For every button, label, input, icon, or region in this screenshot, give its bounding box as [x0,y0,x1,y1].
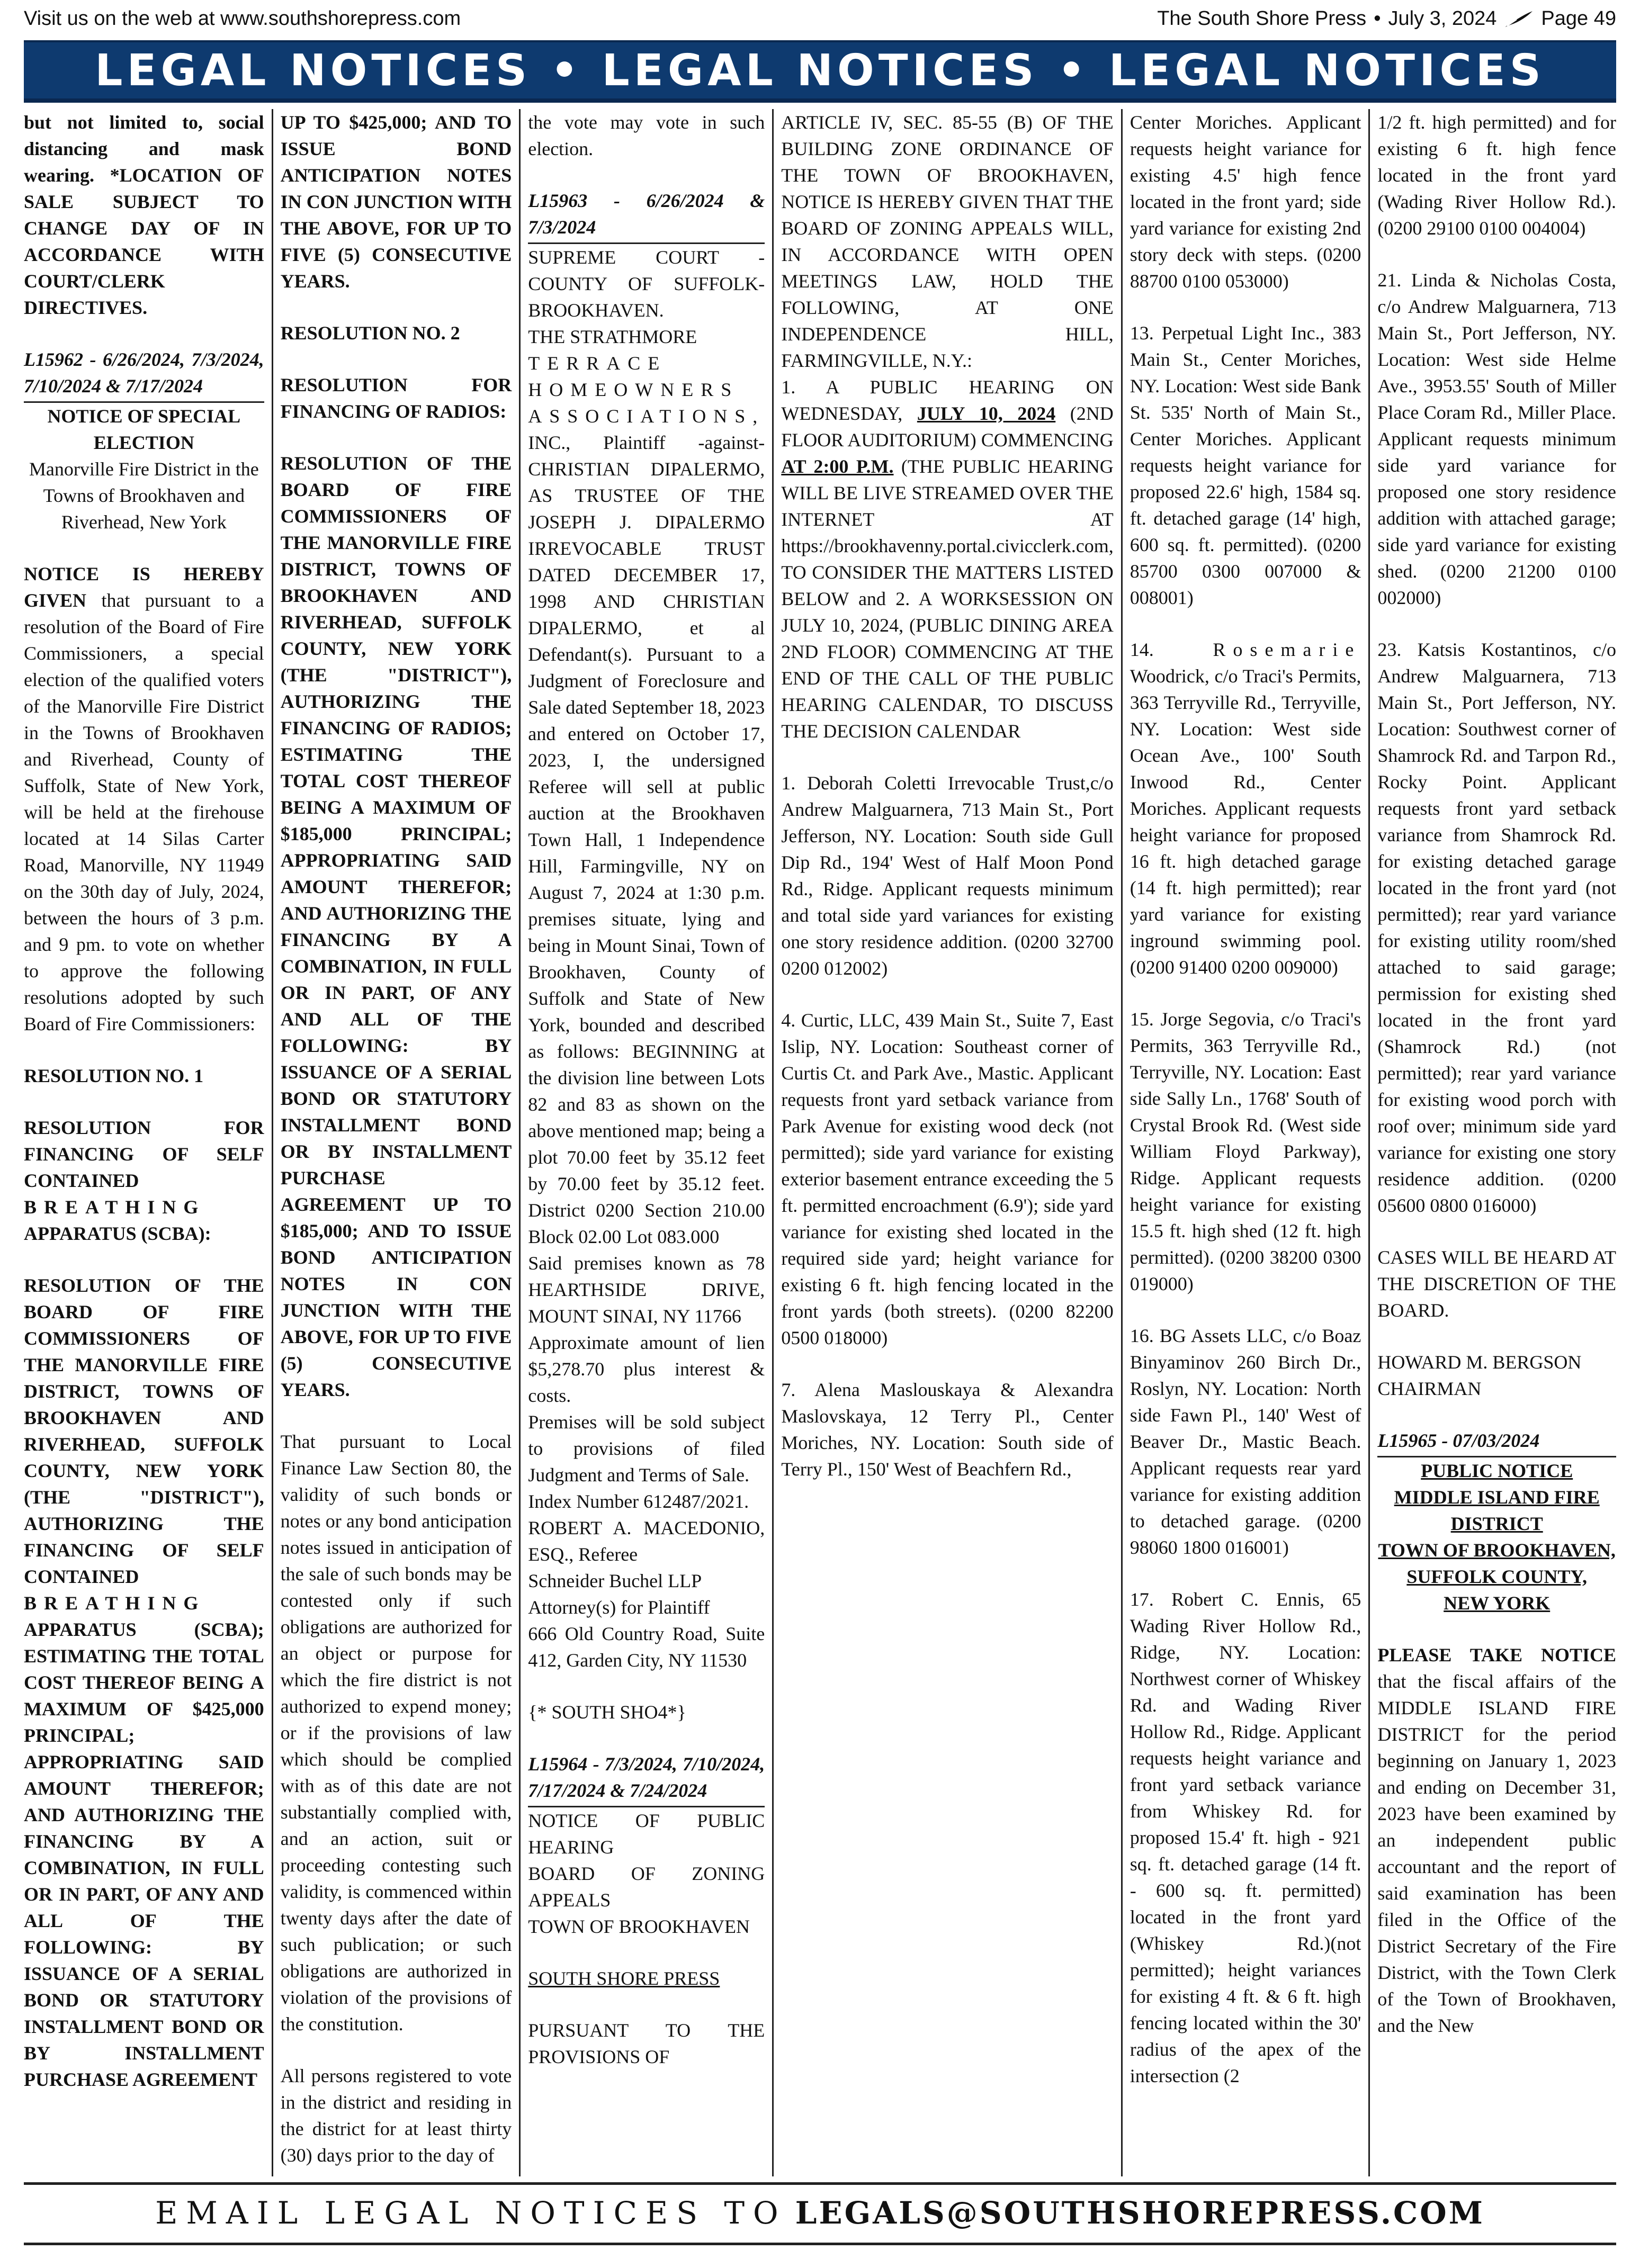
notice-subheading: Manorville Fire District in the Towns of Brookhaven and Riverhead, New York [29,458,259,533]
column-5 [1121,109,1369,2176]
publication-info [1157,7,1616,30]
column-1 [24,109,272,2176]
notice-id: L15962 - 6/26/2024, 7/3/2024, 7/10/2024 & 7/17/2024 [24,349,264,397]
column-6 [1368,109,1616,2176]
hearing-case: 1. Deborah Coletti Irrevocable Trust,c/o Andrew Malguarnera, 713 Main St., Port Jefferson, NY. Location: South side Gull Dip Rd., 194' West of Half Moon Pond Rd., Ridge. Applicant requests minimum and total side yard variances for existing one story residence addition. (0200 32700 0200 012002) [781,772,1114,979]
footer-rule [24,2243,1616,2245]
hearing-case: 1/2 ft. high permitted) and for existing 6 ft. high fence located in the front yard (Wading River Hollow Rd.). (0200 29100 0100 004004) [1377,112,1616,239]
issue-date: July 3, 2024 [1388,7,1497,30]
column-2 [272,109,519,2176]
website-text[interactable]: Visit us on the web at www.southshorepress.com [24,7,461,30]
notice-text: NOTICE IS HEREBY GIVEN that pursuant to a resolution of the Board of Fire Commissioners, a special election of the qualified voters of the Manorville Fire District in the Towns of Brookhaven and Riverhead, County of Suffolk, State of New York, will be held at the firehouse located at 14 Silas Carter Road, Manorville, NY 11949 on the 30th day of July, 2024, between the hours of 3 p.m. and 9 pm. to vote on whether to approve the following resolutions adopted by such Board of Fire Commissioners: [24,563,264,1034]
notice-text: CASES WILL BE HEARD AT THE DISCRETION OF THE BOARD. [1377,1247,1616,1321]
notice-id: L15963 - 6/26/2024 & 7/3/2024 [528,190,765,238]
column-4 [772,109,1121,2176]
hearing-heading: NOTICE OF PUBLIC HEARING BOARD OF ZONING APPEALS TOWN OF BROOKHAVEN [528,1810,765,1937]
signature-block: HOWARD M. BERGSON CHAIRMAN [1377,1352,1582,1399]
resolution-title: RESOLUTION FOR FINANCING OF RADIOS: [280,374,512,422]
hearing-case: 4. Curtic, LLC, 439 Main St., Suite 7, East Islip, NY. Location: Southeast corner of Curtis Ct. and Park Ave., Mastic. Applicant requests front yard setback variance from Park Avenue for existing wood deck (not permitted); side yard variance for existing exterior basement entrance exceeding the 5 ft. permitted encroachment (6.9'); side yard variance for existing shed located in the required side yard; height variance for existing 6 ft. high fencing located in the front yards (both streets). (0200 82200 0500 018000) [781,1010,1114,1348]
hearing-case: Center Moriches. Applicant requests height variance for existing 4.5' high fence located in the front yard; side yard variance for existing 2nd story deck with steps. (0200 88700 0100 053000) [1130,112,1361,292]
notice-text: but not limited to, social distancing and mask wearing. *LOCATION OF SALE SUBJECT TO CHANGE DAY OF IN ACCORDANCE WITH COURT/CLERK DIRECTIVES. [24,112,264,318]
banner-title: LEGAL NOTICES • LEGAL NOTICES • LEGAL NOTICES [95,45,1545,96]
legal-notices-banner [24,40,1616,103]
notice-heading: NOTICE OF SPECIAL ELECTION [47,406,241,453]
publication-label: SOUTH SHORE PRESS [528,1968,720,1989]
resolution-text: UP TO $425,000; AND TO ISSUE BOND ANTICIPATION NOTES IN CON JUNCTION WITH THE ABOVE, FOR UP TO FIVE (5) CONSECUTIVE YEARS. [280,112,512,292]
notice-text: That pursuant to Local Finance Law Section 80, the validity of such bonds or notes or any bond anticipation notes issued in anticipation of the sale of such bonds may be contested only if such obligations are authorized for an object or purpose for which the fire district is not authorized to expend money; or if the provisions of law which should be complied with as of this date are not substantially complied with, and an action, suit or proceeding contesting such validity, is commenced within twenty days after the date of such publication; or such obligations are authorized in violation of the provisions of the constitution. [280,1431,512,2035]
notice-id: L15965 - 07/03/2024 [1377,1430,1540,1451]
hearing-case: 13. Perpetual Light Inc., 383 Main St., Center Moriches, NY. Location: West side Bank St. 535' North of Main St., Center Moriches. Applicant requests height variance for proposed 22.6' high, 1584 sq. ft. detached garage (14' high, 600 sq. ft. permitted). (0200 85700 0300 007000 & 008001) [1130,322,1361,608]
page-number: Page 49 [1541,7,1616,30]
hearing-case: 16. BG Assets LLC, c/o Boaz Binyaminov 260 Birch Dr., Roslyn, NY. Location: North side Fawn Pl., 140' West of Beaver Dr., Mastic Beach. Applicant requests rear yard variance for existing addition to detached garage. (0200 98060 1800 016001) [1130,1325,1361,1558]
footer-email[interactable]: LEGALS@SOUTHSHOREPRESS.COM [795,2195,1485,2231]
notice-text: the vote may vote in such election. [528,112,765,159]
resolution-heading: RESOLUTION NO. 2 [280,322,460,344]
hearing-case: 23. Katsis Kostantinos, c/o Andrew Malguarnera, 713 Main St., Port Jefferson, NY. Location: Southwest corner of Shamrock Rd. and Tarpon Rd., Rocky Point. Applicant requests front yard setback variance from Shamrock Rd. for existing detached garage located in the front yard (not permitted); rear yard variance for existing utility room/shed attached to said garage; permission for existing shed located in the front yard (Shamrock Rd.) (not permitted); rear yard variance for existing wood porch with roof over; minimum side yard variance for existing one story residence addition. (0200 05600 0800 016000) [1377,639,1616,1216]
resolution-title: RESOLUTION FOR FINANCING OF SELF CONTAINED BREATHING APPARATUS (SCBA): [24,1117,264,1244]
footer-rule [24,2182,1616,2185]
resolution-text: RESOLUTION OF THE BOARD OF FIRE COMMISSIONERS OF THE MANORVILLE FIRE DISTRICT, TOWNS OF BROOKHAVEN AND RIVERHEAD, SUFFOLK COUNTY, NEW YORK (THE "DISTRICT"), AUTHORIZING THE FINANCING OF RADIOS; ESTIMATING THE TOTAL COST THEREOF BEING A MAXIMUM OF $185,000 PRINCIPAL; APPROPRIATING SAID AMOUNT THEREFOR; AND AUTHORIZING THE FINANCING BY A COMBINATION, IN FULL OR IN PART, OF ANY AND ALL OF THE FOLLOWING: BY ISSUANCE OF A SERIAL BOND OR STATUTORY INSTALLMENT BOND OR BY INSTALLMENT PURCHASE AGREEMENT UP TO $185,000; AND TO ISSUE BOND ANTICIPATION NOTES IN CON JUNCTION WITH THE ABOVE, FOR UP TO FIVE (5) CONSECUTIVE YEARS. [280,453,512,1400]
hearing-case: 21. Linda & Nicholas Costa, c/o Andrew Malguarnera, 713 Main St., Port Jefferson, NY. Location: West side Helme Ave., 3953.55' South of Miller Place Coram Rd., Miller Place. Applicant requests minimum side yard variance for proposed one story residence addition with attached garage; side yard variance for existing shed. (0200 21200 0100 002000) [1377,269,1616,608]
hearing-notice: ARTICLE IV, SEC. 85-55 (B) OF THE BUILDING ZONE ORDINANCE OF THE TOWN OF BROOKHAVEN, NOTICE IS HEREBY GIVEN THAT THE BOARD OF ZONING APPEALS WILL, IN ACCORDANCE WITH OPEN MEETINGS LAW, HOLD THE FOLLOWING, AT ONE INDEPENDENCE HILL, FARMINGVILLE, N.Y.: 1. A PUBLIC HEARING ON WEDNESDAY, JULY 10, 2024 (2ND FLOOR AUDITORIUM) COMMENCING AT 2:00 P.M. (THE PUBLIC HEARING WILL BE LIVE STREAMED OVER THE INTERNET AT https://brookhavenny.portal.civicclerk.com, TO CONSIDER THE MATTERS LISTED BELOW and 2. A WORKSESSION ON JULY 10, 2024, (PUBLIC DINING AREA 2ND FLOOR) COMMENCING AT THE END OF THE CALL OF THE PUBLIC HEARING CALENDAR, TO DISCUSS THE DECISION CALENDAR [781,112,1114,742]
notice-id: L15964 - 7/3/2024, 7/10/2024, 7/17/2024 & 7/24/2024 [528,1753,765,1801]
notice-heading: PUBLIC NOTICE MIDDLE ISLAND FIRE DISTRICT TOWN OF BROOKHAVEN, SUFFOLK COUNTY, NEW YORK [1378,1460,1616,1614]
resolution-heading: RESOLUTION NO. 1 [24,1065,204,1086]
page-footer [24,2192,1616,2234]
page-header [24,3,1616,36]
hearing-case: 17. Robert C. Ennis, 65 Wading River Hollow Rd., Ridge, NY. Location: Northwest corner of Whiskey Rd. and Wading River Hollow Rd., Ridge. Applicant requests height variance and front yard setback variance from Whiskey Rd. for proposed 15.4' ft. high - 921 sq. ft. detached garage (14 ft. - 600 sq. ft. permitted) located in the front yard (Whiskey Rd.)(not permitted); height variances for existing 4 ft. & 6 ft. high fencing located within the 30' radius of the apex of the intersection (2 [1130,1589,1361,2086]
notice-text: PLEASE TAKE NOTICE that the fiscal affairs of the MIDDLE ISLAND FIRE DISTRICT for the period beginning on January 1, 2023 and ending on December 31, 2023 have been examined by an independent public accountant and the report of said examination has been filed in the Office of the District Secretary of the Fire District, with the Town Clerk of the Town of Brookhaven, and the New [1377,1644,1616,2036]
hearing-case: 7. Alena Maslouskaya & Alexandra Maslovskaya, 12 Terry Pl., Center Moriches, NY. Location: South side of Terry Pl., 150' West of Beachfern Rd., [781,1379,1114,1480]
notice-code: {* SOUTH SHO4*} [528,1702,686,1723]
notice-columns [24,109,1616,2176]
separator: • [1374,7,1381,30]
foreclosure-notice: SUPREME COURT - COUNTY OF SUFFOLK- BROOKHAVEN. THE STRATHMORE TERRACE HOMEOWNERS ASSOCIATIONS, INC., Plaintiff -against- CHRISTIAN DIPALERMO, AS TRUSTEE OF THE JOSEPH J. DIPALERMO IRREVOCABLE TRUST DATED DECEMBER 17, 1998 AND CHRISTIAN DIPALERMO, et al Defendant(s). Pursuant to a Judgment of Foreclosure and Sale dated September 18, 2023 and entered on October 17, 2023, I, the undersigned Referee will sell at public auction at the Brookhaven Town Hall, 1 Independence Hill, Farmingville, NY on August 7, 2024 at 1:30 p.m. premises situate, lying and being in Mount Sinai, Town of Brookhaven, County of Suffolk and State of New York, bounded and described as follows: BEGINNING at the division line between Lots 82 and 83 as shown on the above mentioned map; being a plot 70.00 feet by 35.12 feet by 70.00 feet by 35.12 feet. District 0200 Section 210.00 Block 02.00 Lot 083.000 Said premises known as 78 HEARTHSIDE DRIVE, MOUNT SINAI, NY 11766 Approximate amount of lien $5,278.70 plus interest & costs. Premises will be sold subject to provisions of filed Judgment and Terms of Sale. Index Number 612487/2021. ROBERT A. MACEDONIO, ESQ., Referee Schneider Buchel LLP Attorney(s) for Plaintiff 666 Old Country Road, Suite 412, Garden City, NY 11530 [528,247,765,1671]
hearing-case: 14. Rosemarie Woodrick, c/o Traci's Permits, 363 Terryville Rd., Terryville, NY. Location: West side Ocean Ave., 100' South Inwood Rd., Center Moriches. Applicant requests height variance for proposed 16 ft. high detached garage (14 ft. high permitted); rear yard variance for existing inground swimming pool. (0200 91400 0200 009000) [1130,639,1361,978]
hearing-case: 15. Jorge Segovia, c/o Traci's Permits, 363 Terryville Rd., Terryville, NY. Location: East side Sally Ln., 1768' South of Crystal Brook Rd. (West side William Floyd Parkway), Ridge. Applicant requests height variance for existing 15.5 ft. high shed (12 ft. high permitted). (0200 38200 0300 019000) [1130,1009,1361,1294]
column-3 [519,109,772,2176]
notice-text: PURSUANT TO THE PROVISIONS OF [528,2020,765,2067]
footer-prefix: EMAIL LEGAL NOTICES TO [155,2195,787,2231]
resolution-text: RESOLUTION OF THE BOARD OF FIRE COMMISSIONERS OF THE MANORVILLE FIRE DISTRICT, TOWNS OF BROOKHAVEN AND RIVERHEAD, SUFFOLK COUNTY, NEW YORK (THE "DISTRICT"), AUTHORIZING THE FINANCING OF SELF CONTAINED BREATHING APPARATUS (SCBA); ESTIMATING THE TOTAL COST THEREOF BEING A MAXIMUM OF $425,000 PRINCIPAL; APPROPRIATING SAID AMOUNT THEREFOR; AND AUTHORIZING THE FINANCING BY A COMBINATION, IN FULL OR IN PART, OF ANY AND ALL OF THE FOLLOWING: BY ISSUANCE OF A SERIAL BOND OR STATUTORY INSTALLMENT BOND OR BY INSTALLMENT PURCHASE AGREEMENT [24,1275,264,2090]
notice-text: All persons registered to vote in the district and residing in the district for at least thirty (30) days prior to the day of [280,2065,512,2166]
publication-name: The South Shore Press [1157,7,1367,30]
quill-icon [1504,10,1534,28]
